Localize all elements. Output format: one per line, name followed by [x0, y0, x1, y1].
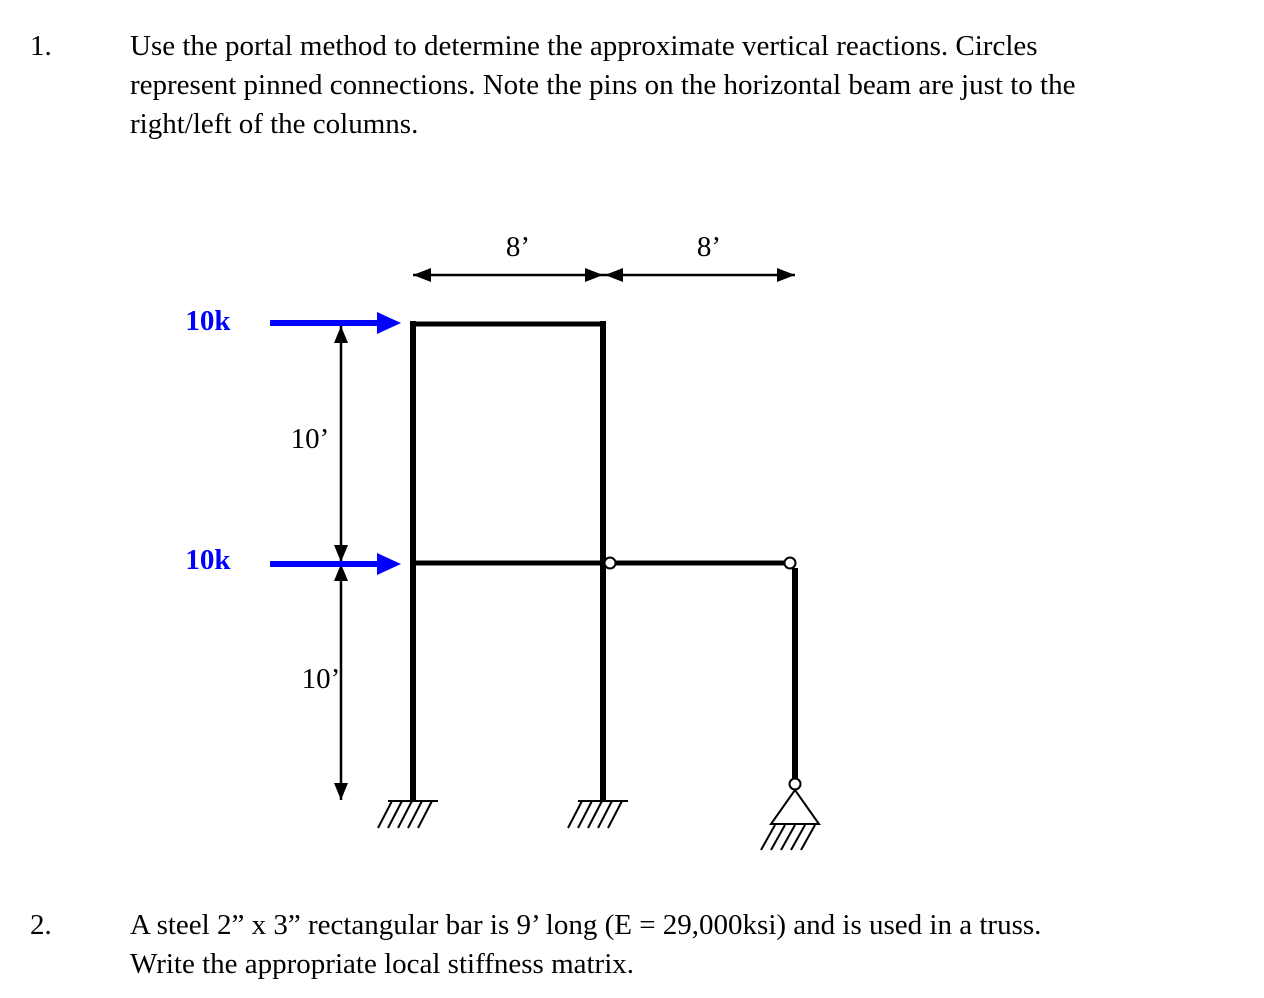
pinned-support-icon-right: [761, 790, 819, 850]
load-label-lower: 10k: [185, 544, 231, 576]
height-dimension-upper: [334, 326, 348, 562]
load-label-upper: 10k: [185, 305, 231, 337]
span-dimension-1: [413, 268, 603, 282]
problem-1-line-1: Use the portal method to determine the approximate vertical reactions. Circles: [130, 30, 1038, 62]
fixed-support-icon-middle: [568, 801, 628, 828]
height-label-upper: 10’: [290, 423, 330, 455]
problem-2-number: 2.: [30, 909, 52, 941]
problem-1-line-3: right/left of the columns.: [130, 108, 419, 140]
fixed-support-icon-left: [378, 801, 438, 828]
pin-icon-middle: [605, 558, 616, 569]
problem-1-number: 1.: [30, 30, 52, 62]
problem-2-line-1: A steel 2” x 3” rectangular bar is 9’ long (E = 29,000ksi) and is used in a truss.: [130, 909, 1042, 941]
problem-1-line-2: represent pinned connections. Note the pins on the horizontal beam are just to the: [130, 69, 1076, 101]
pin-icon-right-base: [790, 779, 801, 790]
height-label-lower: 10’: [301, 663, 341, 695]
load-arrow-upper: [270, 312, 401, 334]
problem-2-text: [130, 906, 1240, 984]
frame-members: [410, 321, 795, 800]
span-label-2: 8’: [696, 231, 722, 263]
load-arrow-lower: [270, 553, 401, 575]
span-label-1: 8’: [505, 231, 531, 263]
span-dimension-2: [603, 268, 795, 282]
pin-icon-right-top: [785, 558, 796, 569]
problem-2-line-2: Write the appropriate local stiffness matrix.: [130, 948, 635, 980]
